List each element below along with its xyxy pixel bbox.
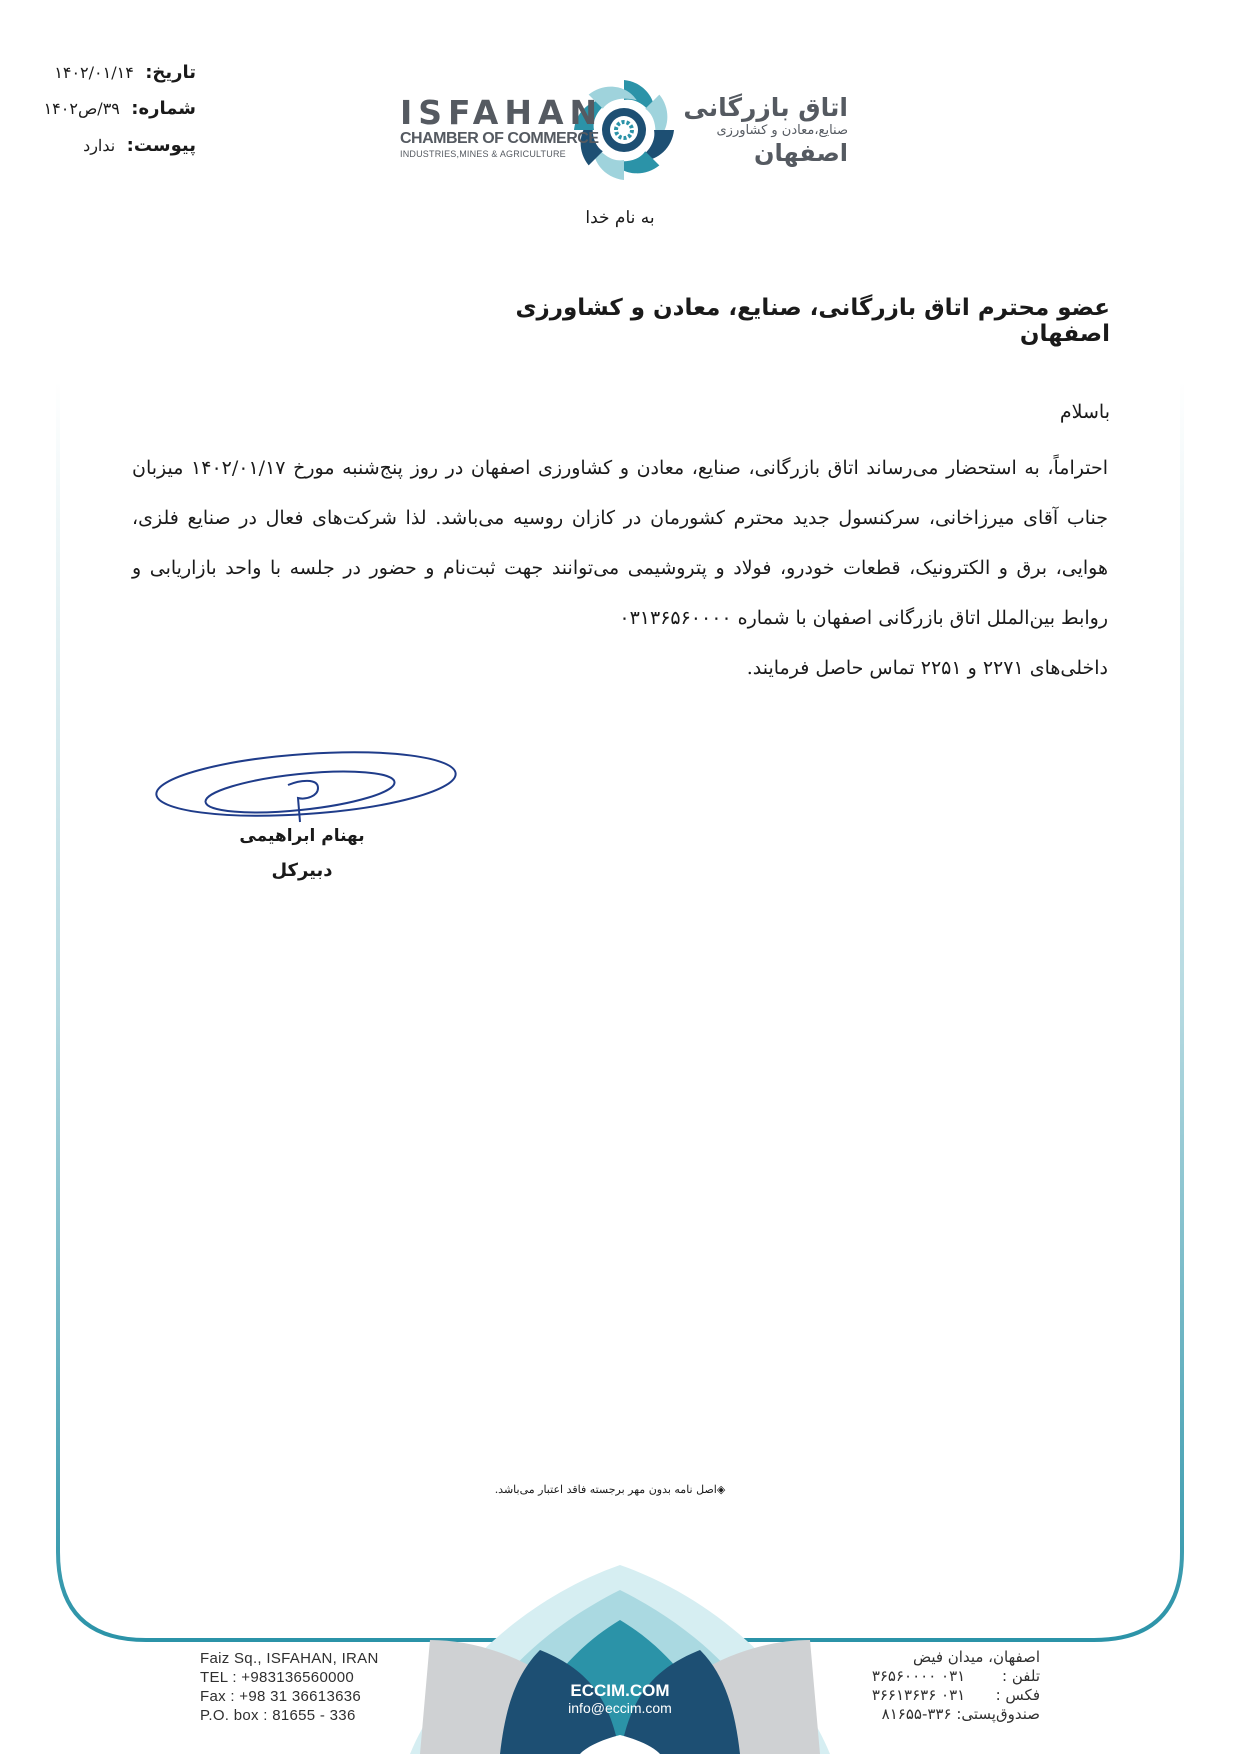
recipient-line: عضو محترم اتاق بازرگانی، صنایع، معادن و کشاورزی اصفهان: [515, 295, 1110, 347]
letter-body: [132, 443, 1108, 693]
footer-lotus-ornament: [410, 1565, 830, 1754]
logo-en-line1: ISFAHAN: [400, 93, 604, 132]
date-value: ۱۴۰۲/۰۱/۱۴: [54, 63, 134, 82]
date-row: [40, 62, 196, 83]
logo-persian-text: [678, 94, 848, 166]
attachment-label: پیوست:: [126, 135, 196, 156]
footer-english-contact: [200, 1649, 420, 1725]
number-row: [40, 98, 196, 119]
number-value: ۳۹/ص۱۴۰۲: [43, 99, 120, 118]
signer-title: دبیرکل: [271, 860, 333, 881]
logo-en-line3: INDUSTRIES,MINES & AGRICULTURE: [400, 149, 566, 159]
letter-body-last-line: داخلی‌های ۲۲۷۱ و ۲۲۵۱ تماس حاصل فرمایند.: [746, 657, 1108, 679]
footer-en-fax: Fax : +98 31 36613636: [200, 1688, 362, 1705]
footer-fa-tel-value: ۰۳۱ ۳۶۵۶۰۰۰۰: [871, 1667, 966, 1685]
footer-fa-fax-label: فکس :: [995, 1686, 1040, 1704]
signature-scribble: [154, 744, 457, 825]
footer-fa-fax-value: ۰۳۱ ۳۶۶۱۳۶۳۶: [871, 1686, 966, 1704]
logo-fa-line3: اصفهان: [753, 139, 848, 167]
footer-fa-pobox-value: ۸۱۶۵۵-۳۳۶: [881, 1705, 952, 1723]
date-label: تاریخ:: [145, 62, 196, 83]
attachment-value: ندارد: [83, 136, 116, 155]
validity-footnote: ◈اصل نامه بدون مهر برجسته فاقد اعتبار می‌باشد.: [494, 1483, 726, 1496]
greeting: باسلام: [1059, 401, 1110, 423]
number-label: شماره:: [131, 98, 196, 119]
footer-fa-fax: [820, 1686, 1040, 1705]
footer-website-block: [540, 1682, 700, 1716]
letter-body-main: احتراماً، به استحضار می‌رساند اتاق بازرگانی، صنایع، معادن و کشاورزی اصفهان در روز پنج‌شنبه مورخ ۱۴۰۲/۰۱/۱۷ میزبان جناب آقای میرزاخانی، سرکنسول جدید محترم کشورمان در کازان روسیه می‌باشد. لذا شرکت‌های فعال در صنایع فلزی، هوایی، برق و الکترونیک، قطعات خودرو، فولاد و پتروشیمی می‌توانند جهت ثبت‌نام و حضور در جلسه با واحد بازاریابی و روابط بین‌الملل اتاق بازرگانی اصفهان با شماره ۰۳۱۳۶۵۶۰۰۰۰: [132, 457, 1109, 629]
bismillah-heading: به نام خدا: [585, 208, 655, 228]
footer-fa-pobox-label: صندوق‌پستی:: [956, 1705, 1040, 1723]
footer-fa-tel: [820, 1667, 1040, 1686]
footer-en-address: Faiz Sq., ISFAHAN, IRAN: [200, 1650, 379, 1667]
footer-email[interactable]: info@eccim.com: [568, 1700, 672, 1716]
logo-fa-line2: صنایع،معادن و کشاورزی: [716, 123, 848, 138]
signer-name: بهنام ابراهیمی: [239, 826, 365, 846]
footer-persian-contact: [820, 1648, 1040, 1724]
logo-english-text: [400, 93, 604, 161]
footer-website[interactable]: ECCIM.COM: [570, 1681, 670, 1700]
footer-fa-tel-label: تلفن :: [1002, 1667, 1040, 1685]
footer-fa-pobox: [820, 1705, 1040, 1724]
footer-fa-address: اصفهان، میدان فیض: [912, 1648, 1040, 1666]
logo-fa-line1: اتاق بازرگانی: [683, 93, 848, 122]
footer-en-tel: TEL : +983136560000: [200, 1669, 355, 1686]
logo-en-line2: CHAMBER OF COMMERCE: [400, 130, 599, 147]
attachment-row: [40, 135, 196, 156]
footer-en-pobox: P.O. box : 81655 - 336: [200, 1707, 356, 1724]
